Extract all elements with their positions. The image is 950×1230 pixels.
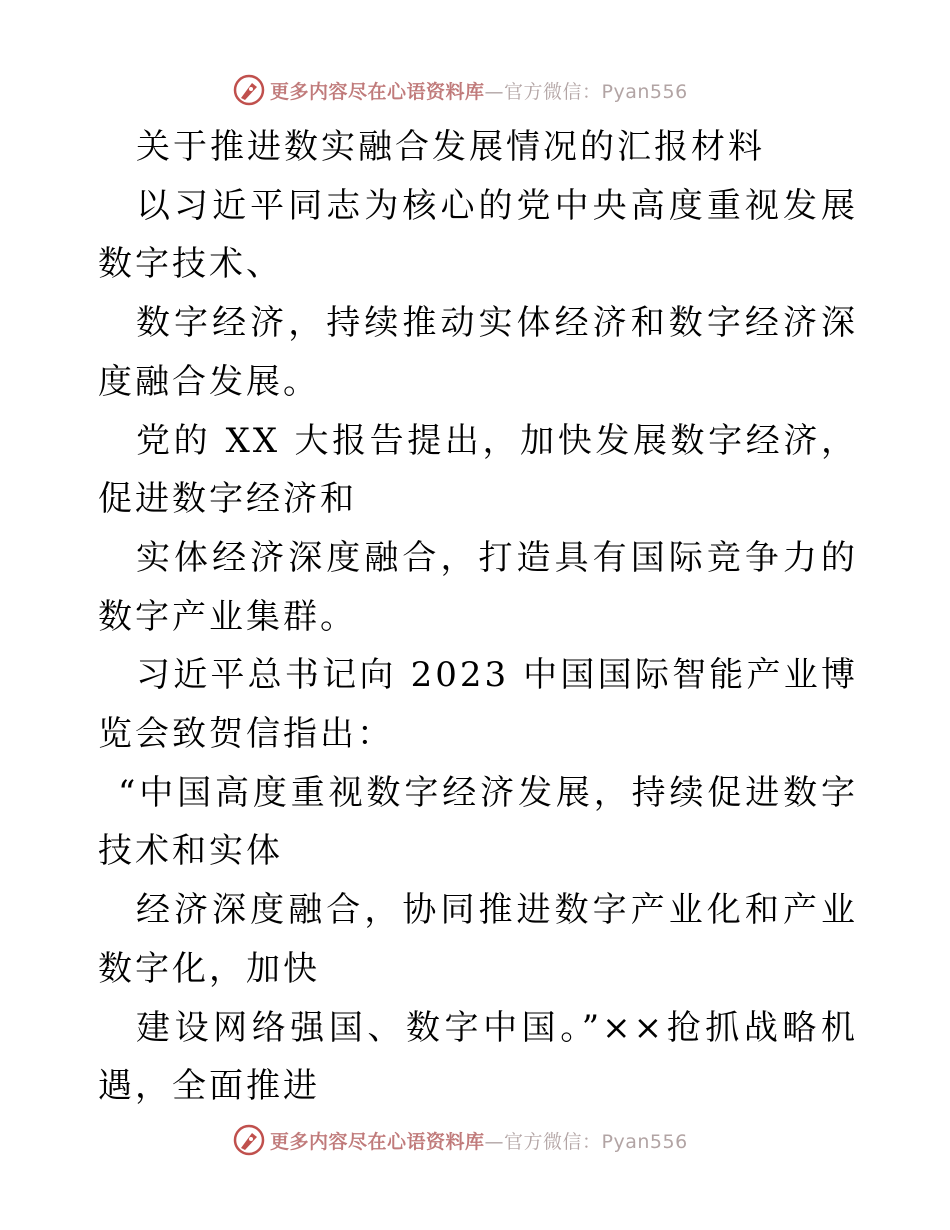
footer-banner-text	[270, 1127, 688, 1154]
site-name: 更多内容尽在心语资料库	[270, 1130, 485, 1153]
header-banner-text	[270, 77, 688, 104]
paragraph-quote: “中国高度重视数字经济发展，持续促进数字技术和实体	[98, 772, 858, 872]
pen-nib-seal-icon	[232, 73, 266, 107]
paragraph-title: 关于推进数实融合发展情况的汇报材料	[136, 127, 765, 167]
paragraph: 实体经济深度融合，打造具有国际竞争力的数字产业集群。	[98, 537, 858, 637]
site-name: 更多内容尽在心语资料库	[270, 80, 485, 103]
paragraph: 数字经济，持续推动实体经济和数字经济深度融合发展。	[98, 303, 858, 402]
header-banner	[232, 72, 688, 108]
paragraph: 习近平总书记向 2023 中国国际智能产业博览会致贺信指出：	[98, 655, 858, 755]
paragraph: 党的 XX 大报告提出，加快发展数字经济，促进数字经济和	[98, 420, 858, 520]
paragraph: 经济深度融合，协同推进数字产业化和产业数字化，加快	[98, 890, 858, 989]
wechat-label: 官方微信：	[504, 80, 602, 103]
banner-dash: —	[484, 1130, 505, 1153]
paragraph: 建设网络强国、数字中国。”××抢抓战略机遇，全面推进	[98, 1007, 858, 1107]
footer-banner	[232, 1122, 688, 1158]
pen-nib-seal-icon	[232, 1123, 266, 1157]
wechat-id: Pyan556	[601, 80, 688, 103]
wechat-label: 官方微信：	[504, 1130, 602, 1153]
wechat-id: Pyan556	[601, 1130, 688, 1153]
document-body	[98, 118, 858, 1116]
banner-dash: —	[484, 80, 505, 103]
paragraph: 以习近平同志为核心的党中央高度重视发展数字技术、	[98, 185, 858, 285]
